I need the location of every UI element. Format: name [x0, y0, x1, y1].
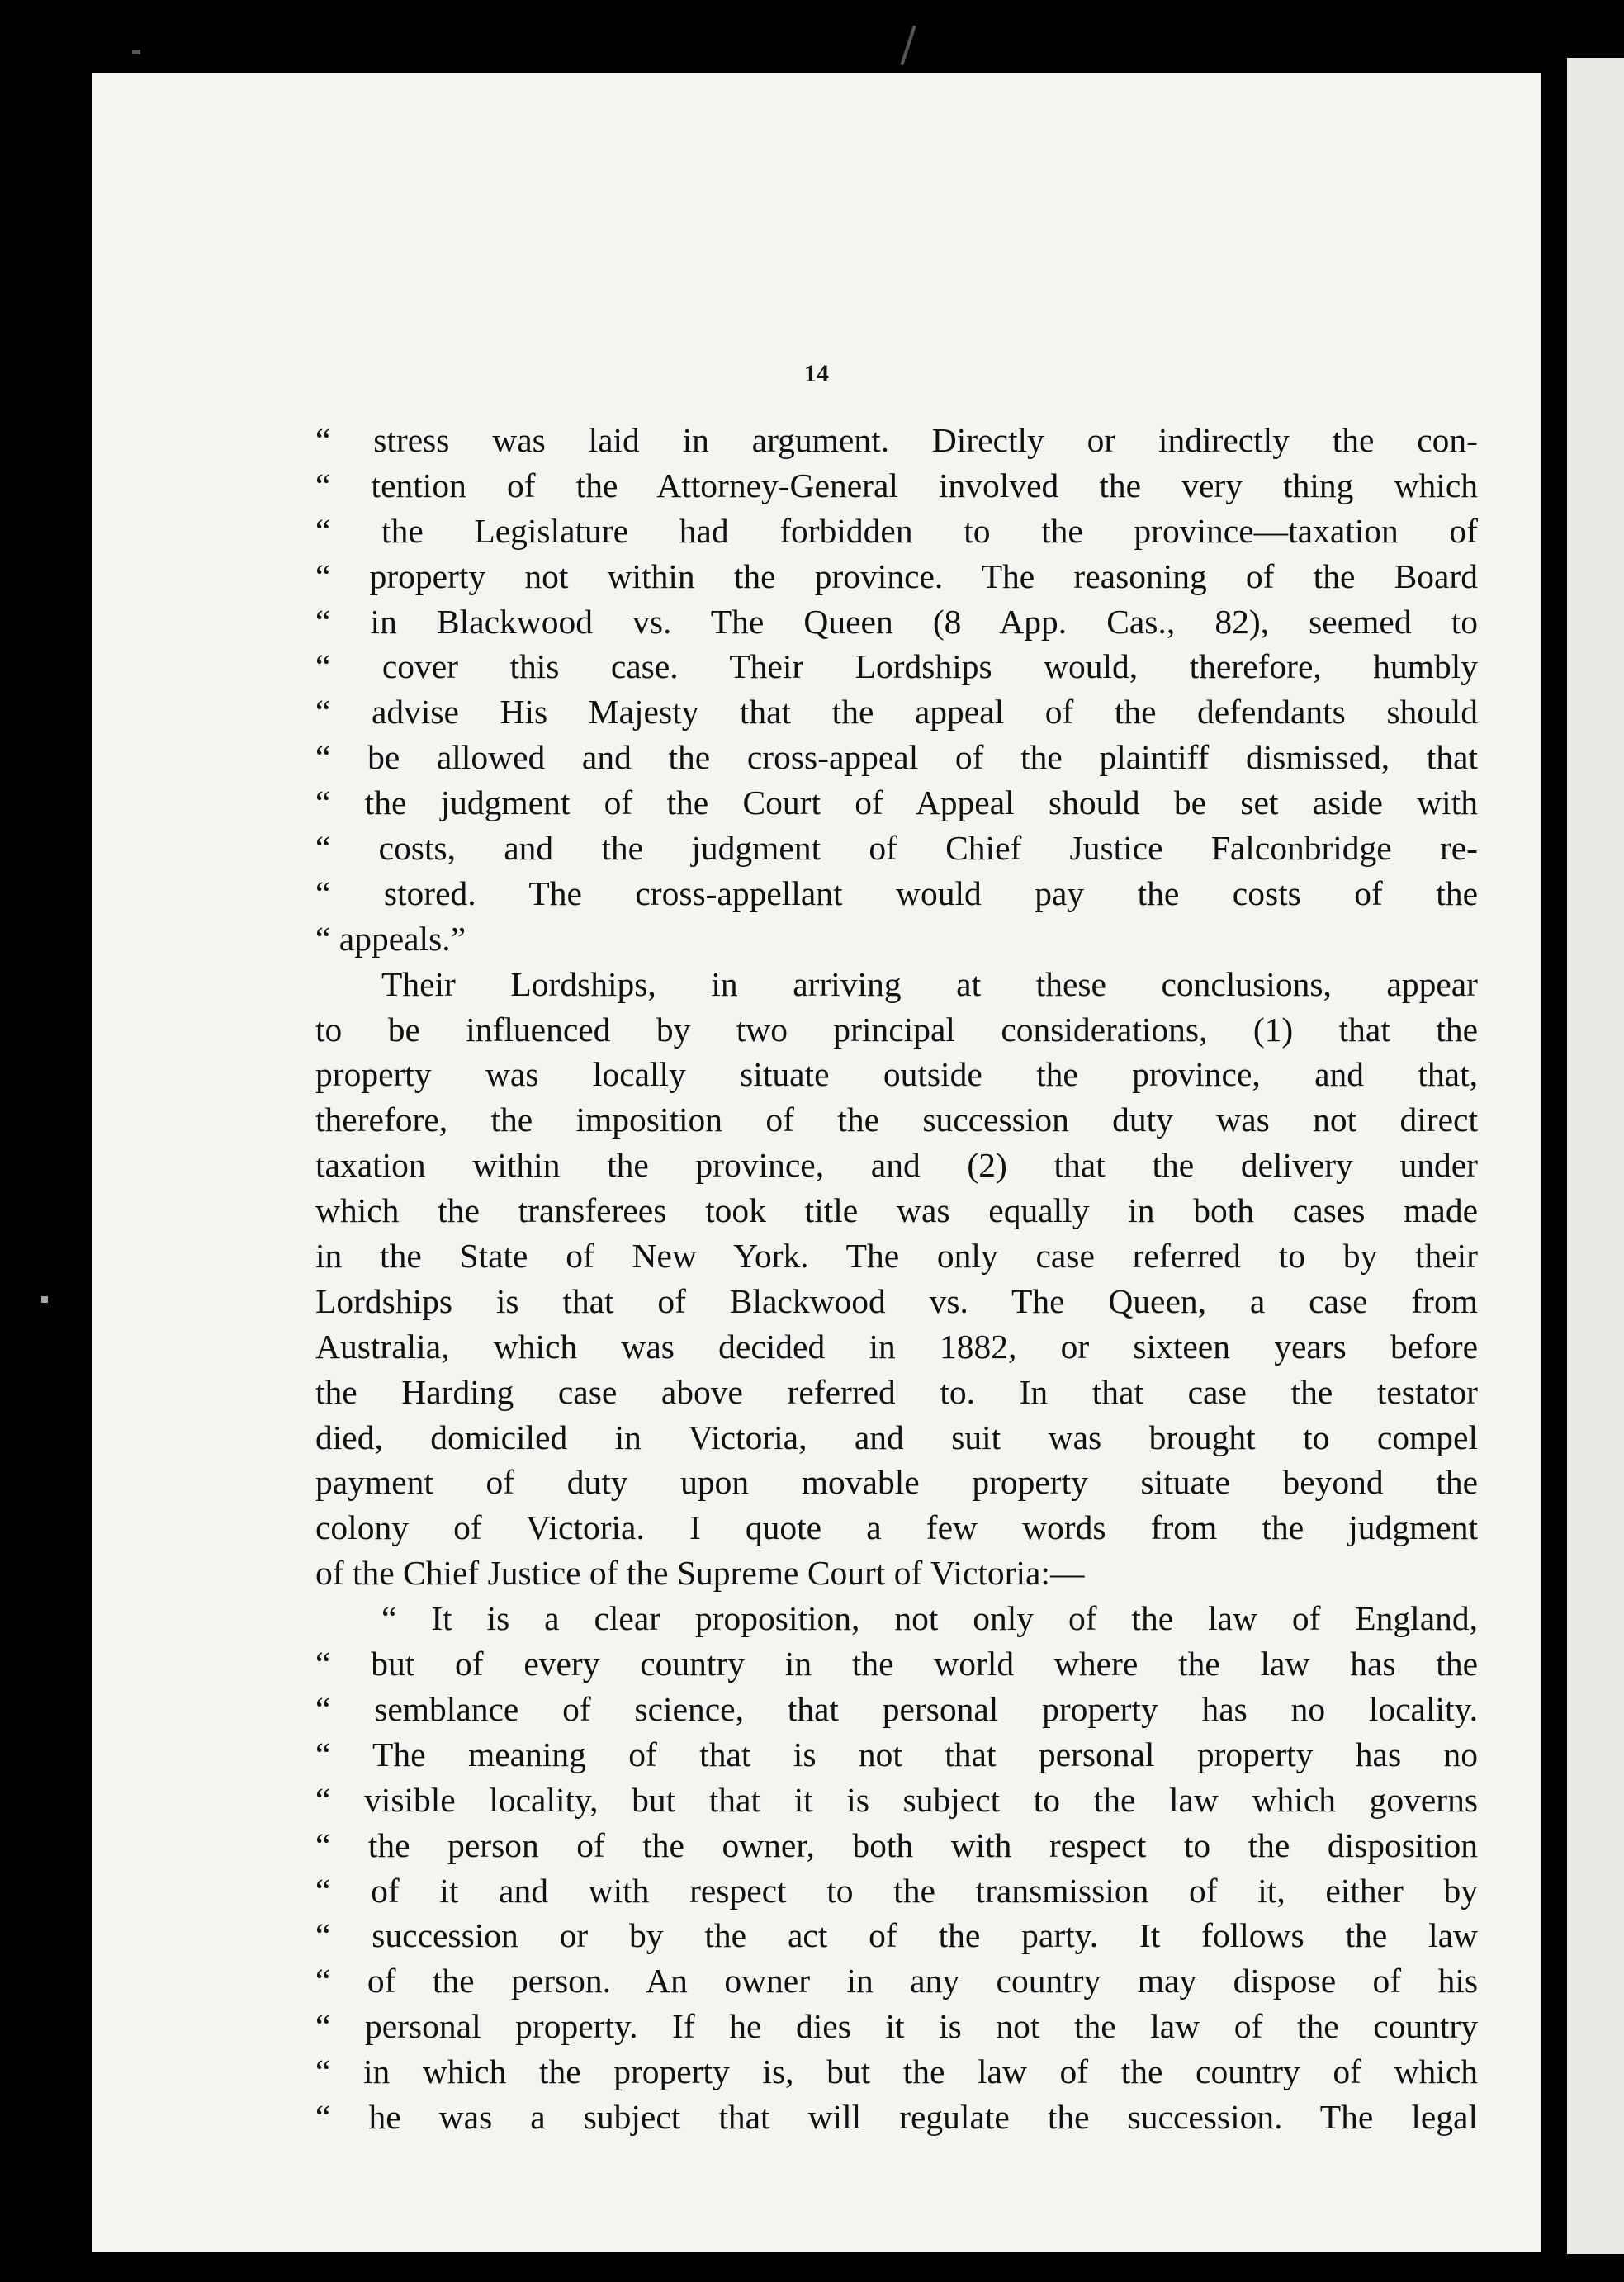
- text-line: “ be allowed and the cross-appeal of the plaintiff dismissed, that: [315, 738, 1478, 777]
- document-page: [92, 73, 1541, 2252]
- text-line: “ in which the property is, but the law of the country of which: [315, 2052, 1478, 2091]
- text-line: “ visible locality, but that it is subject to the law which governs: [315, 1780, 1478, 1819]
- scan-mark: [132, 50, 140, 54]
- text-line: therefore, the imposition of the succession duty was not direct: [315, 1101, 1478, 1139]
- scan-mark: [900, 26, 916, 66]
- text-line: “ costs, and the judgment of Chief Justice Falconbridge re-: [315, 829, 1478, 868]
- adjacent-page-edge: [1567, 58, 1624, 2254]
- text-line: “ cover this case. Their Lordships would, therefore, humbly: [315, 647, 1478, 686]
- scan-mark: [41, 1296, 48, 1303]
- text-line: “ personal property. If he dies it is not the law of the country: [315, 2007, 1478, 2046]
- text-line: taxation within the province, and (2) that the delivery under: [315, 1146, 1478, 1185]
- text-line: colony of Victoria. I quote a few words from the judgment: [315, 1508, 1478, 1547]
- text-line: “ the person of the owner, both with respect to the disposition: [315, 1825, 1478, 1864]
- text-line: “ It is a clear proposition, not only of the law of England,: [381, 1599, 1478, 1638]
- text-line: of the Chief Justice of the Supreme Court of Victoria:—: [315, 1554, 1085, 1593]
- page-number: 14: [804, 360, 829, 387]
- text-line: “ in Blackwood vs. The Queen (8 App. Cas., 82), seemed to: [315, 602, 1478, 641]
- text-line: “ advise His Majesty that the appeal of the defendants should: [315, 693, 1478, 731]
- text-line: “ the judgment of the Court of Appeal should be set aside with: [315, 784, 1478, 822]
- text-line: “ stored. The cross-appellant would pay the costs of the: [315, 874, 1478, 912]
- text-line: Their Lordships, in arriving at these conclusions, appear: [381, 964, 1478, 1003]
- text-line: “ of it and with respect to the transmission of it, either by: [315, 1871, 1478, 1910]
- text-line: “ The meaning of that is not that personal property has no: [315, 1735, 1478, 1773]
- text-line: in the State of New York. The only case referred to by their: [315, 1237, 1478, 1276]
- text-line: Lordships is that of Blackwood vs. The Queen, a case from: [315, 1281, 1478, 1320]
- text-line: “ succession or by the act of the party. It follows the law: [315, 1916, 1478, 1955]
- text-line: “ but of every country in the world where the law has the: [315, 1645, 1478, 1683]
- text-line: “ of the person. An owner in any country may dispose of his: [315, 1962, 1478, 2000]
- text-line: “ stress was laid in argument. Directly or indirectly the con-: [315, 421, 1478, 459]
- text-line: Australia, which was decided in 1882, or sixteen years before: [315, 1327, 1478, 1366]
- text-line: the Harding case above referred to. In that case the testator: [315, 1372, 1478, 1411]
- text-line: to be influenced by two principal considerations, (1) that the: [315, 1010, 1478, 1049]
- text-line: “ the Legislature had forbidden to the province—taxation of: [315, 511, 1478, 550]
- text-line: property was locally situate outside the province, and that,: [315, 1055, 1478, 1094]
- text-line: “ tention of the Attorney-General involved the very thing which: [315, 466, 1478, 504]
- body-text: [315, 418, 1478, 2140]
- text-line: payment of duty upon movable property situate beyond the: [315, 1463, 1478, 1502]
- text-line: “ property not within the province. The reasoning of the Board: [315, 556, 1478, 595]
- text-line: “ semblance of science, that personal property has no locality.: [315, 1689, 1478, 1728]
- text-line: died, domiciled in Victoria, and suit was brought to compel: [315, 1418, 1478, 1456]
- text-line: “ appeals.”: [315, 919, 466, 958]
- text-line: which the transferees took title was equally in both cases made: [315, 1191, 1478, 1230]
- text-line: “ he was a subject that will regulate the succession. The legal: [315, 2097, 1478, 2136]
